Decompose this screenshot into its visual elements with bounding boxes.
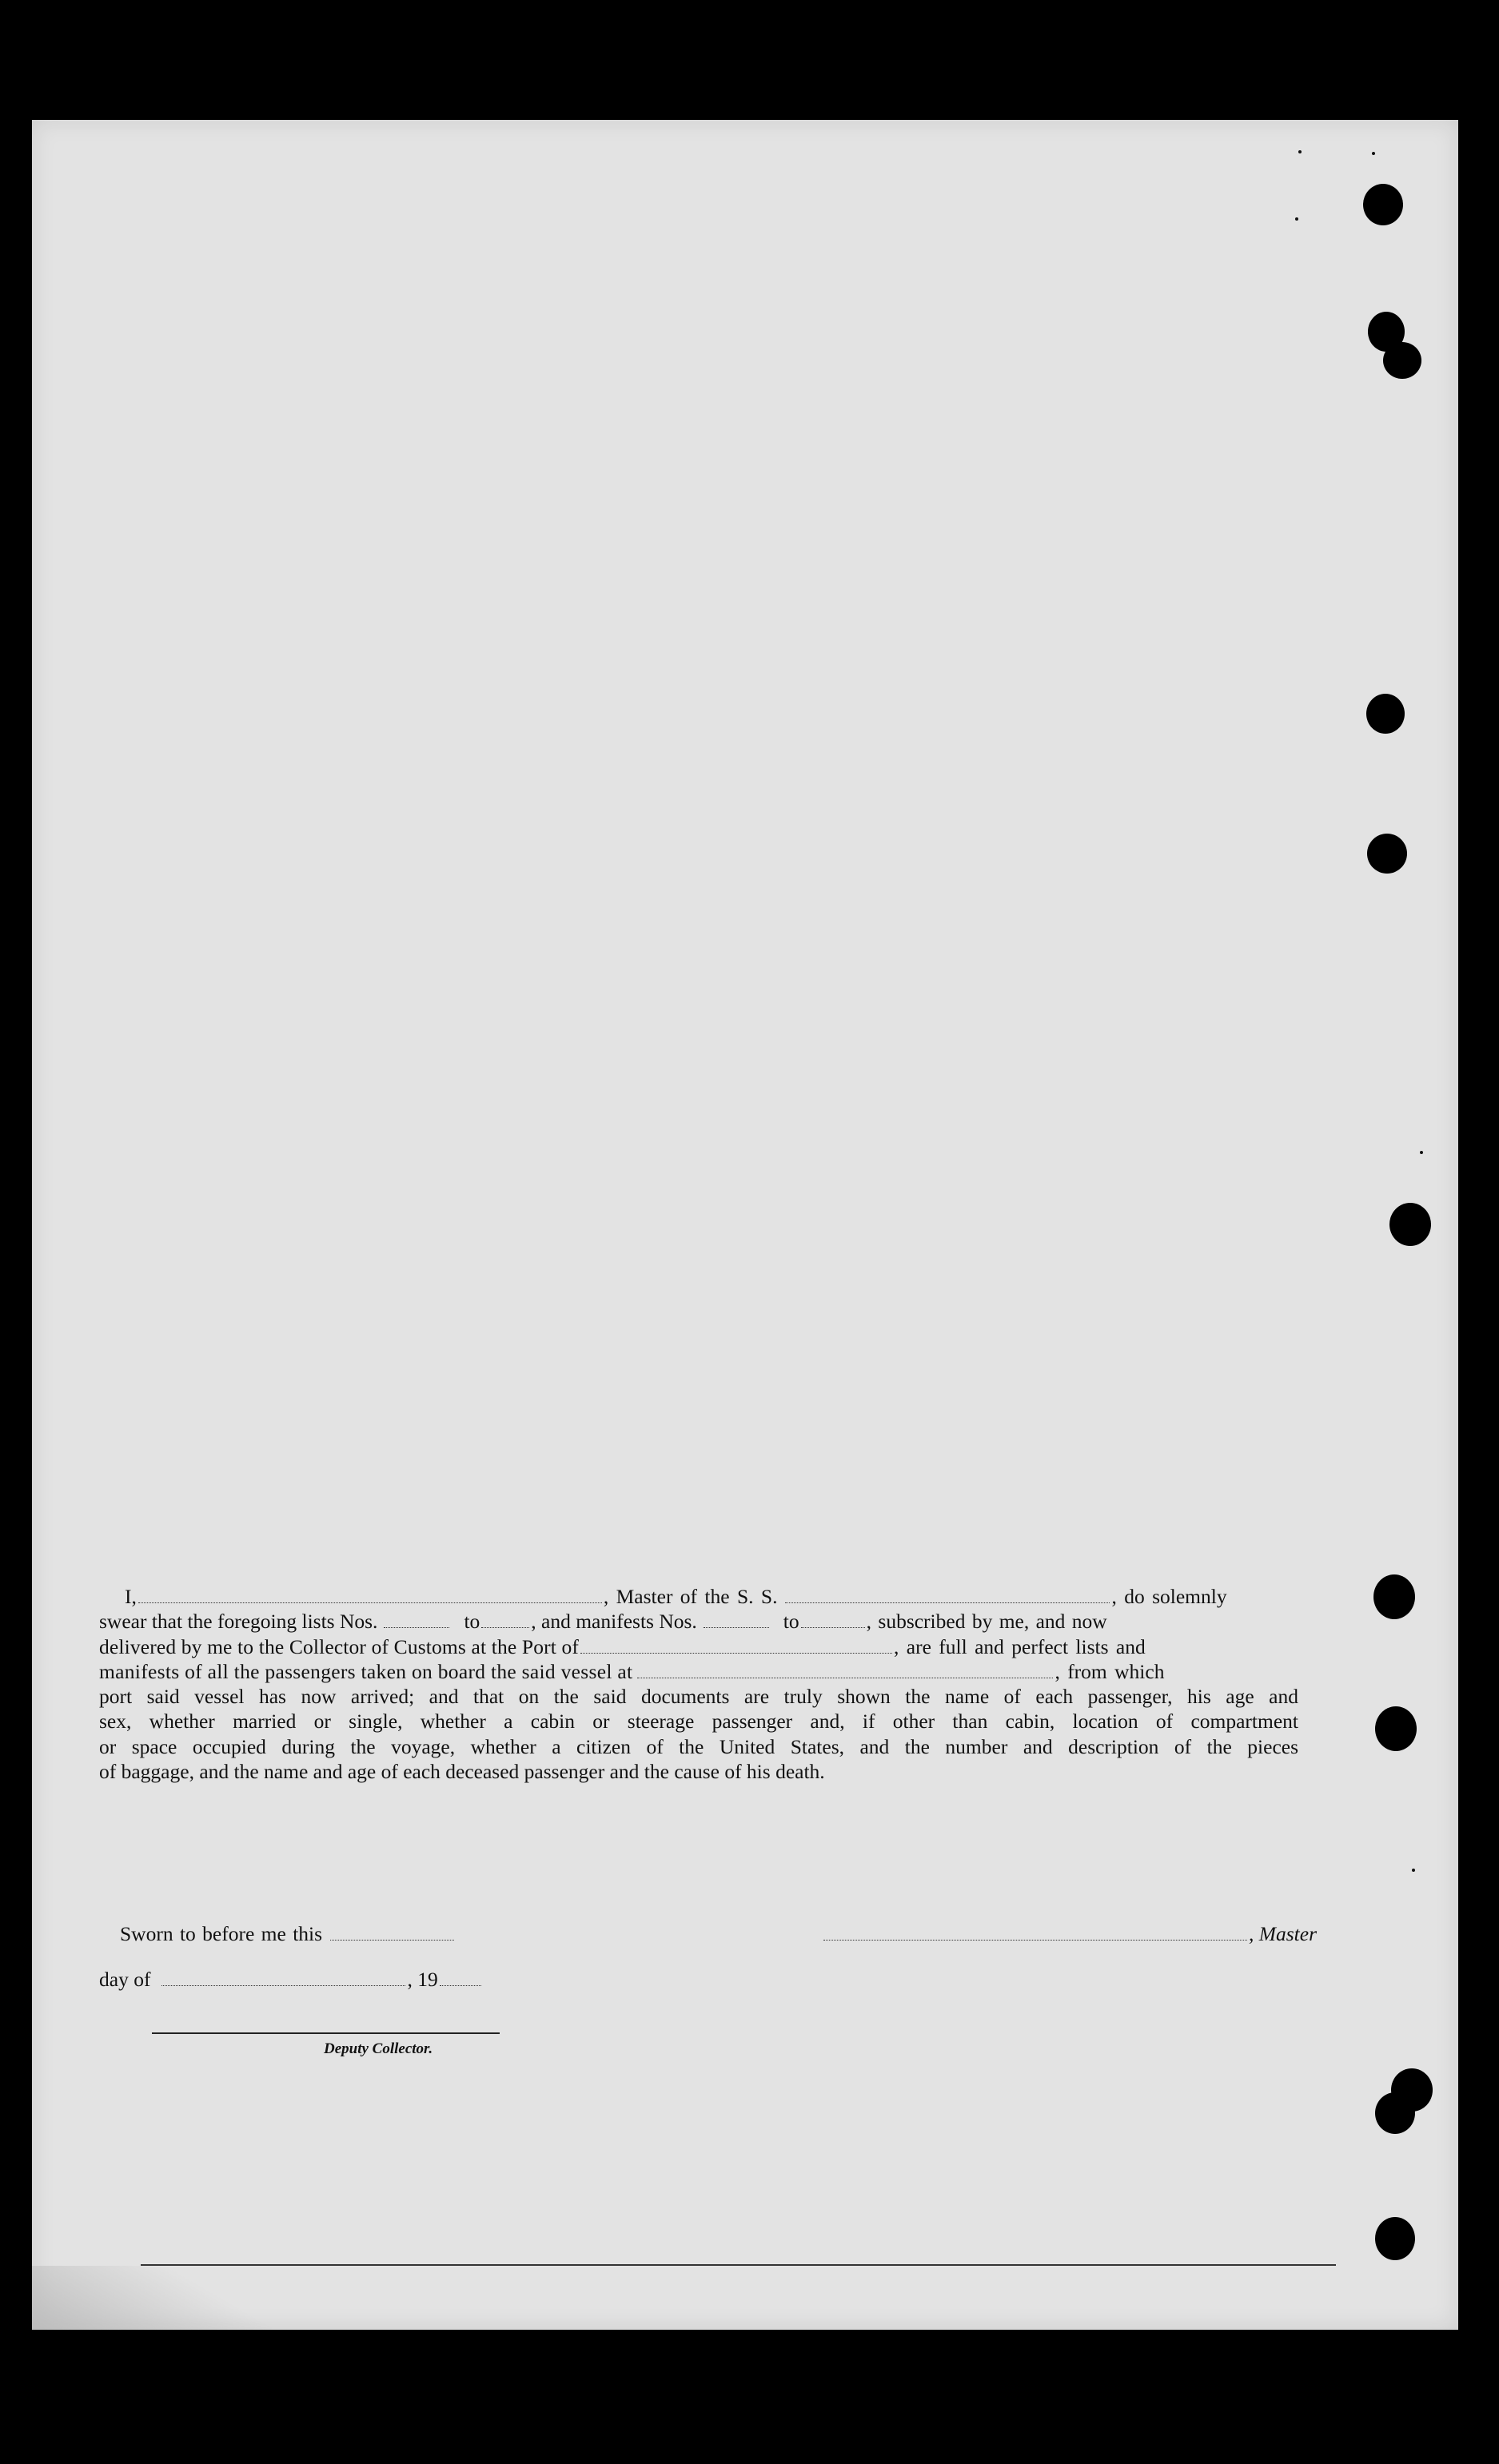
oath-line-4-end: , from which — [1054, 1659, 1165, 1683]
oath-line-1 — [99, 1584, 1298, 1609]
bottom-rule — [141, 2264, 1336, 2266]
manifests-from-blank[interactable] — [704, 1610, 769, 1629]
dust-speck — [1420, 1151, 1423, 1154]
oath-line-3-start: delivered by me to the Collector of Customs at the Port of — [99, 1634, 580, 1658]
master-signature-row — [822, 1922, 1317, 1946]
oath-line-2-manifests: , and manifests Nos. — [531, 1610, 697, 1634]
oath-line-7: or space occupied during the voyage, whether a citizen of the United States, and the number and description of the pieces — [99, 1734, 1298, 1758]
oath-line-4 — [99, 1659, 1298, 1684]
ship-name-blank[interactable] — [785, 1585, 1110, 1603]
oath-line-2-start: swear that the foregoing lists Nos. — [99, 1610, 378, 1634]
oath-line-2-to2: to — [783, 1610, 799, 1634]
day-of-label: day of — [99, 1968, 151, 1991]
dust-speck — [1295, 217, 1298, 221]
deputy-collector-label: Deputy Collector. — [324, 2040, 433, 2057]
departure-port-blank[interactable] — [637, 1660, 1053, 1678]
oath-line-3-end: , are full and perfect lists and — [894, 1634, 1146, 1658]
punch-hole — [1367, 834, 1407, 874]
sworn-row — [120, 1922, 456, 1946]
port-blank[interactable] — [580, 1635, 892, 1654]
oath-line-1-end: , do solemnly — [1111, 1585, 1227, 1608]
lists-to-blank[interactable] — [481, 1610, 529, 1629]
sworn-label: Sworn to before me this — [120, 1922, 323, 1945]
month-blank[interactable] — [161, 1968, 405, 1986]
dust-speck — [1412, 1869, 1415, 1872]
oath-line-8: of baggage, and the name and age of each deceased passenger and the cause of his death. — [99, 1760, 825, 1784]
punch-hole — [1366, 694, 1405, 734]
document-page — [32, 120, 1458, 2330]
master-signature-blank[interactable] — [823, 1922, 1247, 1941]
punch-hole — [1373, 1574, 1415, 1619]
oath-line-1-master-of: , Master of the S. S. — [603, 1585, 778, 1608]
dust-speck — [1372, 152, 1375, 155]
master-label: , Master — [1249, 1922, 1317, 1945]
year-blank[interactable] — [440, 1968, 481, 1986]
oath-line-3 — [99, 1634, 1298, 1659]
master-name-blank[interactable] — [138, 1585, 602, 1603]
oath-line-2 — [99, 1609, 1298, 1634]
oath-line-4-start: manifests of all the passengers taken on board the said vessel at — [99, 1659, 633, 1683]
corner-wear — [32, 2266, 272, 2330]
punch-hole — [1375, 1706, 1417, 1751]
manifests-to-blank[interactable] — [801, 1610, 865, 1629]
oath-line-2-to1: to — [464, 1610, 480, 1634]
sworn-day-blank[interactable] — [330, 1922, 454, 1941]
oath-line-2-end: , subscribed by me, and now — [866, 1610, 1107, 1634]
oath-line-5: port said vessel has now arrived; and that on the said documents are truly shown the name of each passenger, his age and — [99, 1685, 1298, 1709]
oath-line-6: sex, whether married or single, whether a cabin or steerage passenger and, if other than cabin, location of compartment — [99, 1710, 1298, 1734]
punch-hole — [1389, 1203, 1431, 1246]
oath-paragraph — [99, 1584, 1298, 1784]
day-of-row — [99, 1968, 483, 1992]
punch-hole — [1363, 184, 1403, 225]
lists-from-blank[interactable] — [384, 1610, 449, 1629]
year-prefix: , 19 — [407, 1968, 438, 1991]
oath-line-1-start: I, — [125, 1585, 137, 1608]
dust-speck — [1298, 150, 1302, 153]
punch-hole — [1383, 342, 1421, 379]
punch-hole — [1375, 2092, 1415, 2134]
punch-hole — [1375, 2217, 1415, 2260]
deputy-signature-line[interactable] — [152, 2032, 500, 2034]
